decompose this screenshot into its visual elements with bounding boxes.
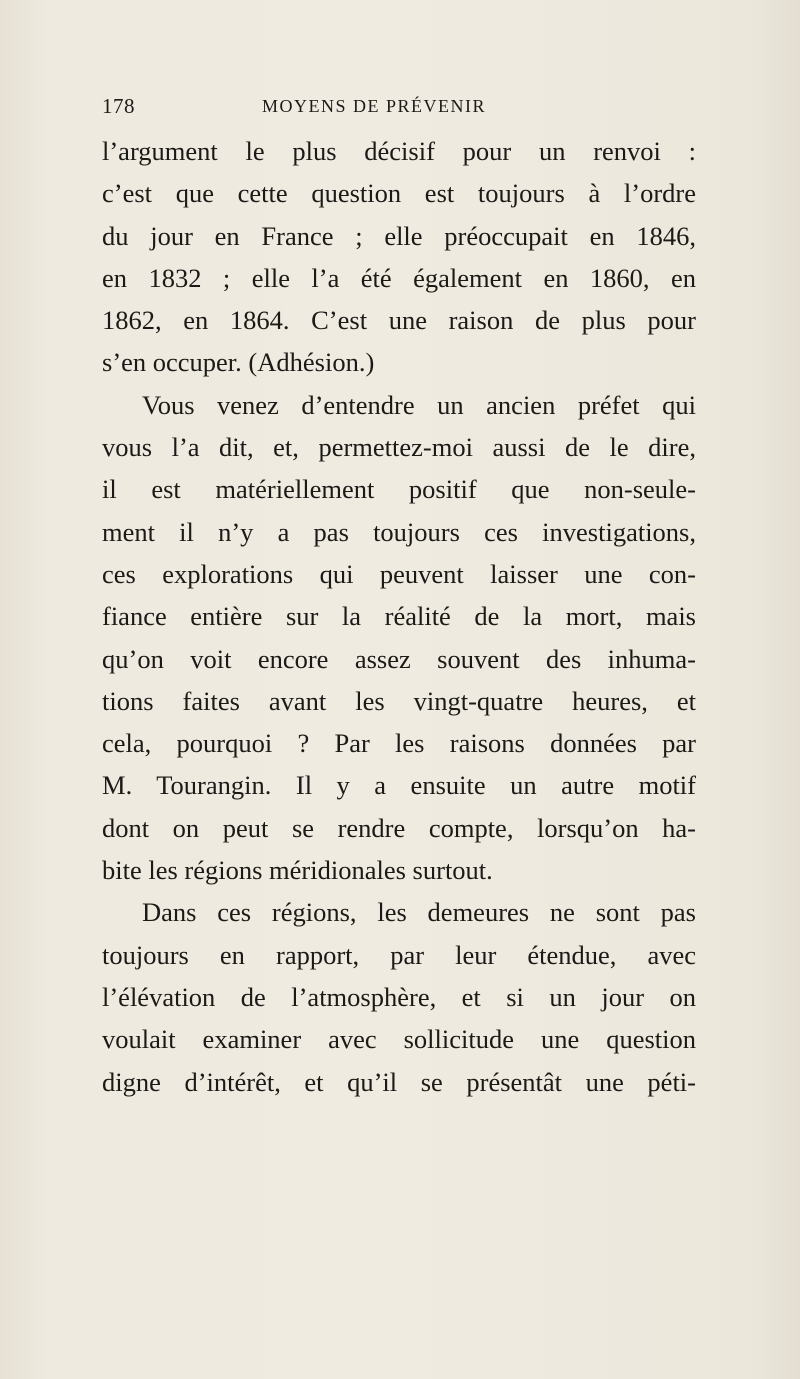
running-head: MOYENS DE PRÉVENIR <box>262 96 487 116</box>
text-line: M. Tourangin. Il y a ensuite un autre motif <box>102 770 696 801</box>
text-line: c’est que cette question est toujours à l’ordre <box>102 178 696 209</box>
text-line: ment il n’y a pas toujours ces investigations, <box>102 516 696 547</box>
text-line: toujours en rapport, par leur étendue, avec <box>102 939 696 970</box>
text-line: Vous venez d’entendre un ancien préfet qui <box>142 389 696 420</box>
text-line: cela, pourquoi ? Par les raisons données par <box>102 728 696 759</box>
text-line: 1862, en 1864. C’est une raison de plus pour <box>102 305 696 336</box>
text-line: l’argument le plus décisif pour un renvoi : <box>102 136 696 166</box>
text-line: il est matériellement positif que non-seule- <box>102 474 696 505</box>
text-line: l’élévation de l’atmosphère, et si un jour on <box>102 981 696 1012</box>
text-line: digne d’intérêt, et qu’il se présentât une péti- <box>102 1066 696 1097</box>
text-line: en 1832 ; elle l’a été également en 1860, en <box>102 262 696 293</box>
text-line: fiance entière sur la réalité de la mort, mais <box>102 601 696 632</box>
page-header <box>102 94 682 124</box>
text-line: dont on peut se rendre compte, lorsqu’on ha- <box>102 812 696 843</box>
body-text <box>102 130 696 1103</box>
text-line: tions faites avant les vingt-quatre heures, et <box>102 685 696 716</box>
text-line: vous l’a dit, et, permettez-moi aussi de le dire, <box>102 432 696 463</box>
text-line: s’en occuper. (Adhésion.) <box>102 347 375 378</box>
text-line: Dans ces régions, les demeures ne sont pas <box>142 897 696 928</box>
page-number: 178 <box>102 94 135 118</box>
text-line: ces explorations qui peuvent laisser une con- <box>102 558 696 589</box>
text-line: bite les régions méridionales surtout. <box>102 855 493 886</box>
text-line: qu’on voit encore assez souvent des inhuma- <box>102 643 696 674</box>
text-line: du jour en France ; elle préoccupait en 1846, <box>102 220 696 251</box>
text-line: voulait examiner avec sollicitude une question <box>102 1024 696 1055</box>
